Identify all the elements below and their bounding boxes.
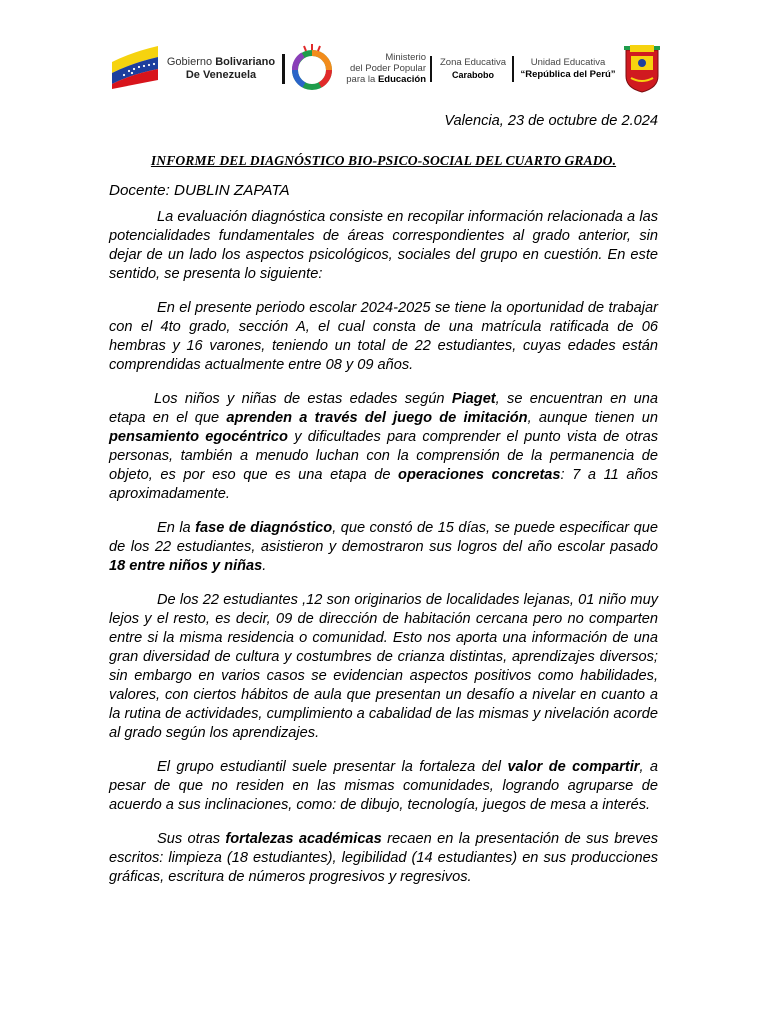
ministry-ring-logo — [290, 42, 336, 94]
header-divider — [512, 56, 514, 82]
venezuela-flag-logo — [110, 42, 162, 94]
letterhead — [110, 42, 662, 94]
report-body — [109, 112, 658, 902]
paragraph-enrollment: En el presente periodo escolar 2024-2025 se tiene la oportunidad de trabajar con el 4to grado, sección A, el cual consta de una matrícula ratificada de 06 hembras y 16 varones, teniendo un total de 22 estudiantes, cuyas edades están comprendidas actualmente entre 08 y 09 años. — [109, 300, 658, 373]
paragraph-diagnostic-phase: En la fase de diagnóstico, que constó de 15 días, se puede especificar que de los 22 estudiantes, asistieron y demostraron sus logros del año escolar pasado 18 entre niños y niñas. — [109, 520, 658, 574]
unidad-educativa: Unidad Educativa “República del Perú” — [520, 57, 616, 80]
paragraph-academic-strengths: Sus otras fortalezas académicas recaen en la presentación de sus breves escritos: limpieza (18 estudiantes), legibilidad (14 estudiantes) en sus producciones gráficas, escritura de números progresivos y regresivos. — [109, 831, 658, 885]
teacher-name: Docente: DUBLIN ZAPATA — [109, 182, 290, 199]
header-divider — [282, 54, 285, 84]
paragraph-sharing: El grupo estudiantil suele presentar la fortaleza del valor de compartir, a pesar de que no residen en las mismas comunidades, logrando agruparse de acuerdo a sus inclinaciones, como: de dibujo, tecnología, juegos de mesa a interés. — [109, 759, 658, 813]
paragraph-origins: De los 22 estudiantes ,12 son originarios de localidades lejanas, 01 niño muy lejos y el resto, es decir, 09 de dirección de habitación cercana pero no comparten entre si la misma residencia o comunidad. Esto nos aporta una información de una gran diversidad de cultura y costumbres de crianza distintas, aprendizajes diversos; sin embargo en varios casos se evidencian aspectos positivos como habilidades, valores, con ciertos hábitos de aula que presentan un desafío a nivelar en cuanto a la rutina de actividades, cumplimiento a cabalidad de las mismas y nivelación acorde al grado según los aprendizajes. — [109, 592, 658, 741]
report-title: INFORME DEL DIAGNÓSTICO BIO-PSICO-SOCIAL DEL CUARTO GRADO. — [150, 153, 617, 168]
zona-educativa: Zona Educativa Carabobo — [439, 57, 506, 80]
ministry-name: Ministerio del Poder Popular para la Educación — [346, 52, 426, 85]
report-date: Valencia, 23 de octubre de 2.024 — [444, 113, 658, 129]
paragraph-intro: La evaluación diagnóstica consiste en recopilar información relacionada a las potencialidades fundamentales de áreas correspondientes al grado anterior, sin dejar de un lado los aspectos psicológicos, sociales del grupo en cuestión. En este sentido, se presenta lo siguiente: — [109, 209, 658, 282]
header-divider — [430, 56, 432, 82]
government-name: Gobierno Bolivariano De Venezuela — [166, 56, 276, 81]
school-shield-logo — [622, 42, 662, 94]
paragraph-piaget: Los niños y niñas de estas edades según Piaget, se encuentran en una etapa en el que aprenden a través del juego de imitación, aunque tienen un pensamiento egocéntrico y dificultades para comprender el punto vista de otras personas, también a menudo luchan con la comprensión de la permanencia de objeto, es por eso que es una etapa de operaciones concretas: 7 a 11 años aproximadamente. — [109, 391, 659, 502]
